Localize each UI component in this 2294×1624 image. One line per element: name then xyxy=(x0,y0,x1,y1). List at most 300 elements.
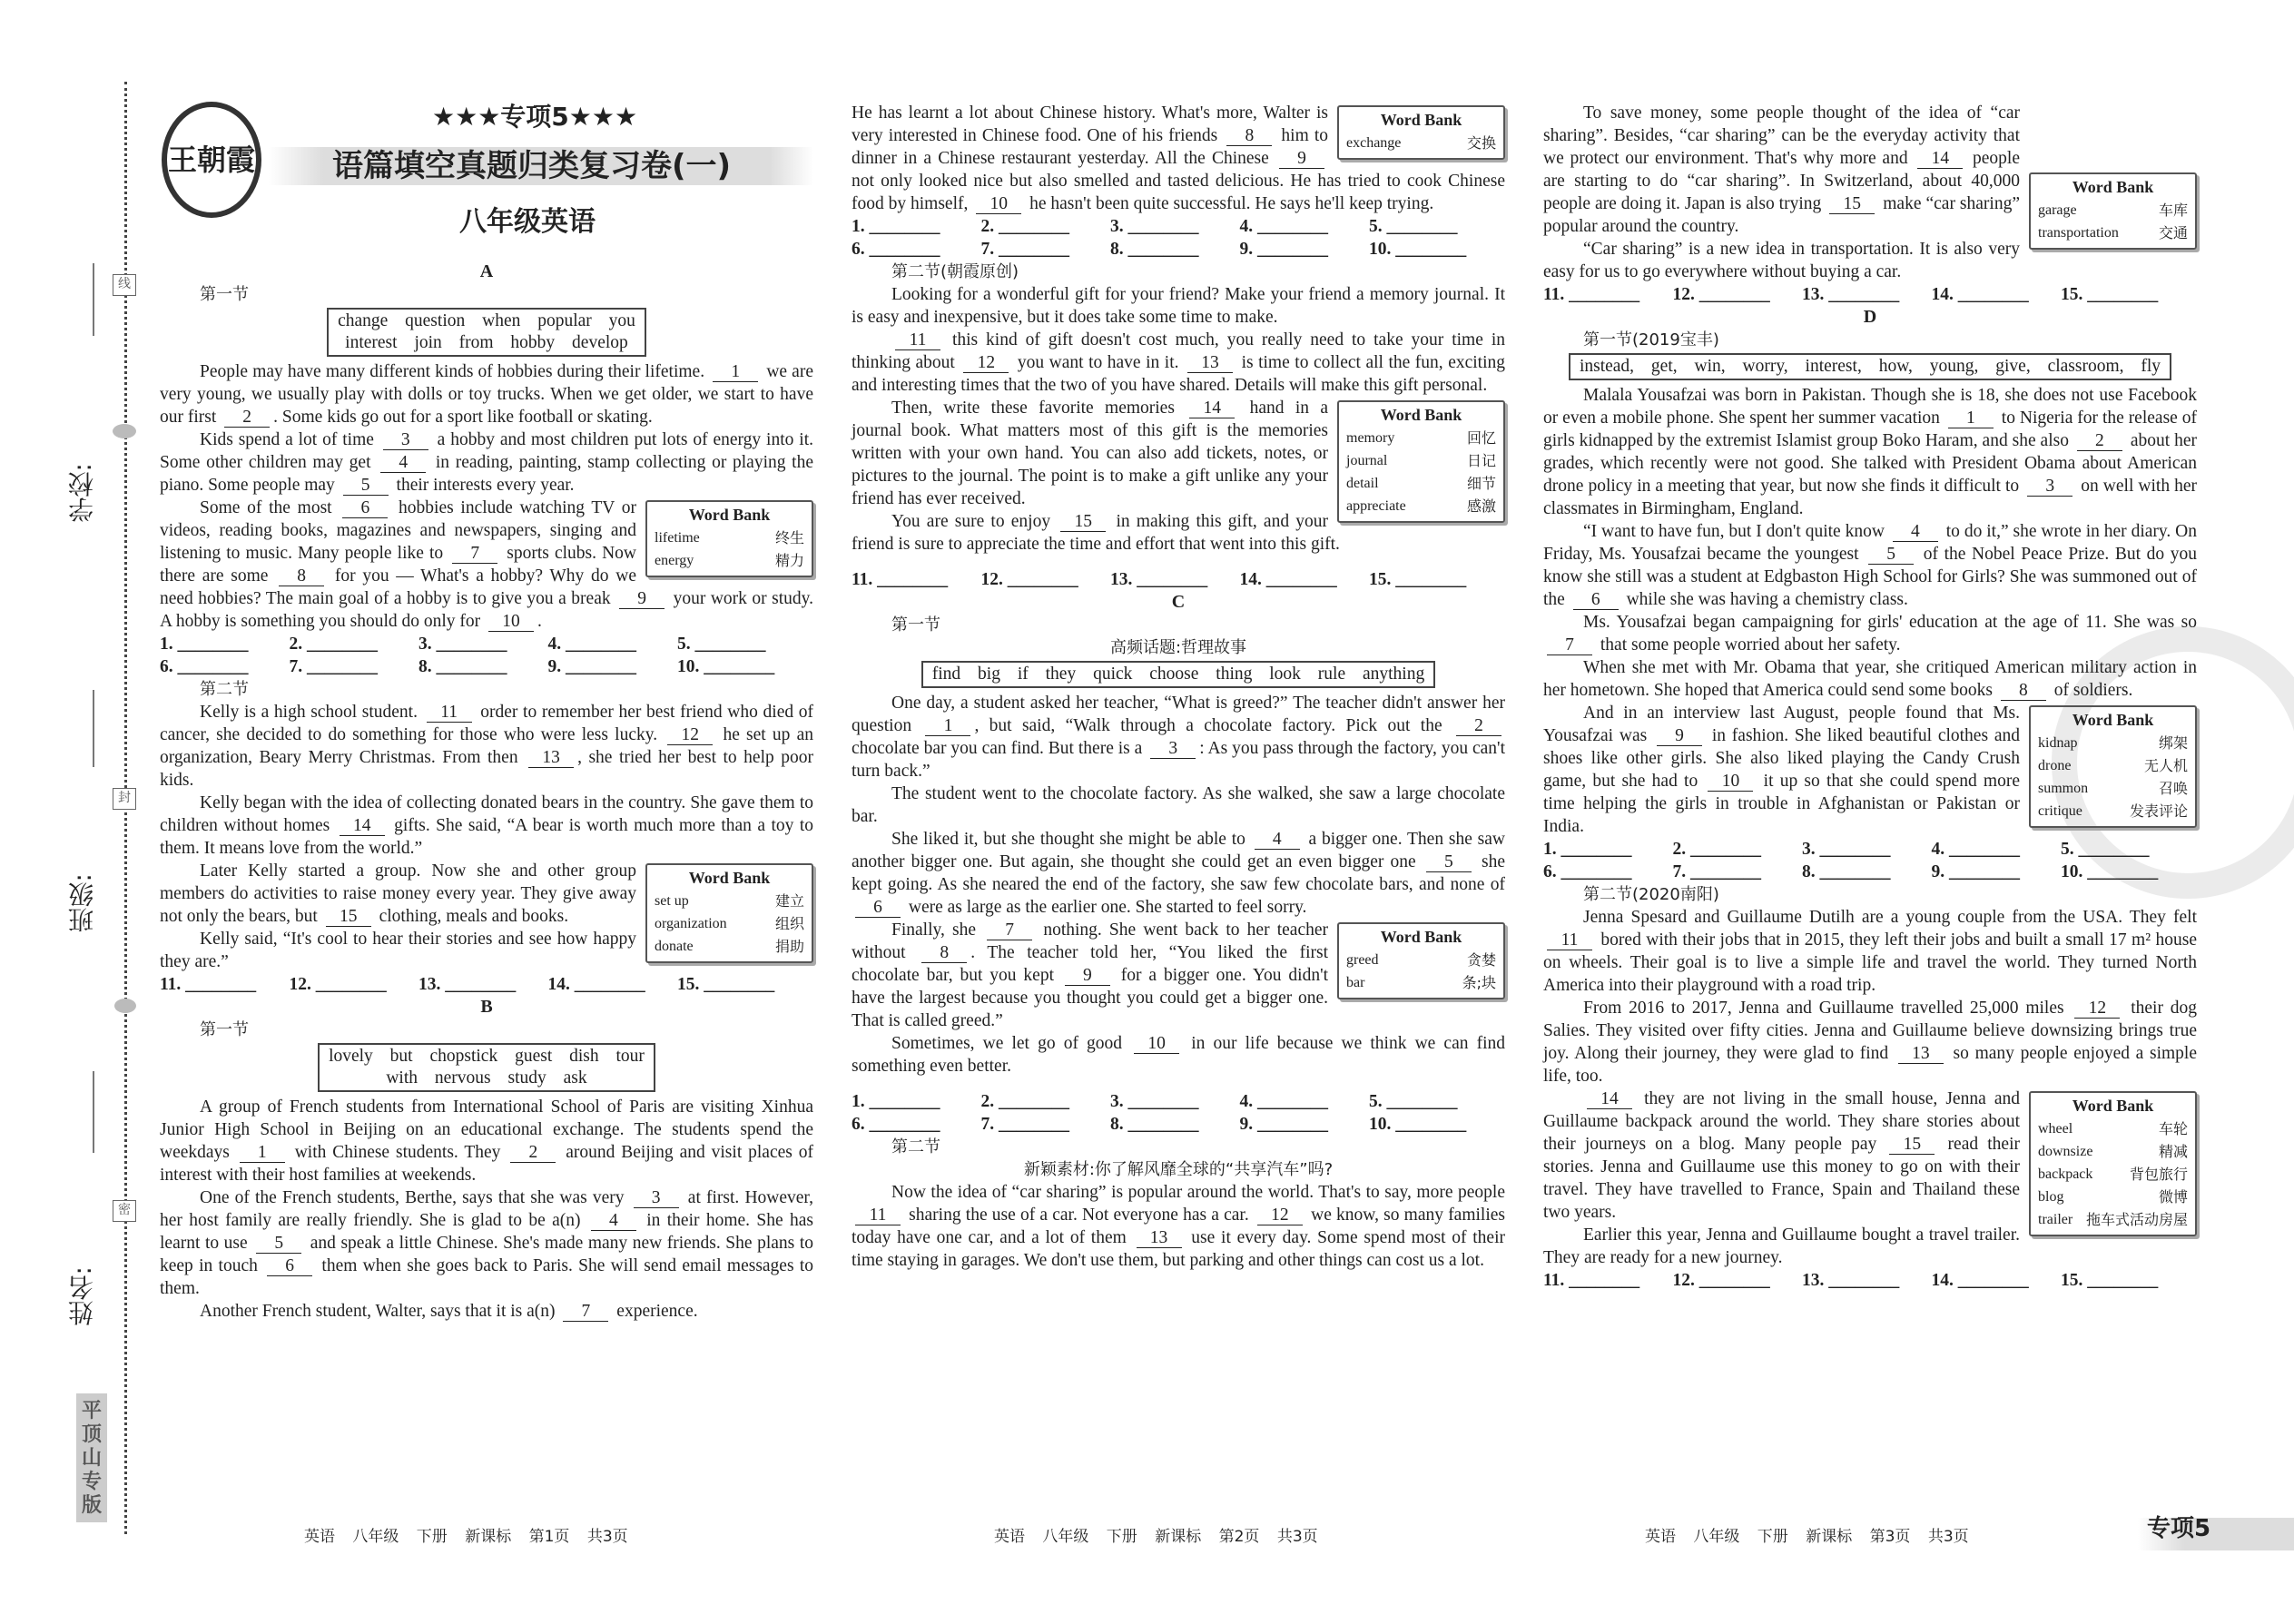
passage-paragraph: A group of French students from International School of Paris are visiting Xinhua Junior High School in Beijing on an educational exchange. The students spend the weekdays 1 with Chinese students. They 2 around Beijing and visit places of interest with their host families at weekends. xyxy=(160,1097,814,1185)
section-letter: A xyxy=(479,261,494,281)
answer-blank-6[interactable]: 6 xyxy=(855,899,901,918)
word-bank-word: donate xyxy=(655,939,694,954)
class-field[interactable] xyxy=(93,690,94,767)
passage-paragraph: People may have many different kinds of hobbies during their lifetime. 1 we are very young, we usually play with dolls or toy trucks. When we get older, we start to have our first 2 . Some kids go out for a sport like football or skating. xyxy=(160,362,813,427)
answer-blank-9[interactable]: 9 xyxy=(619,590,665,609)
answer-row xyxy=(1543,861,2197,883)
answer-sheet xyxy=(1543,838,2197,883)
answer-slot-1[interactable]: 1. ________ xyxy=(1543,840,1632,859)
answer-slot-11[interactable]: 11. ________ xyxy=(160,975,257,994)
word-bank-word: downsize xyxy=(2038,1144,2093,1159)
scissors-icon xyxy=(114,999,136,1013)
answer-row xyxy=(852,1113,1505,1136)
word-bank-entry xyxy=(1346,495,1496,517)
answer-slot-2[interactable]: 2. ________ xyxy=(980,1092,1069,1111)
answer-slot-6[interactable]: 6. ________ xyxy=(160,657,249,676)
answer-slot-9[interactable]: 9. ________ xyxy=(547,657,636,676)
subsection-label: 第二节 xyxy=(891,1137,940,1156)
answer-sheet xyxy=(160,973,813,996)
answer-blank-2[interactable]: 2 xyxy=(224,408,270,428)
answer-slot-13[interactable]: 13. ________ xyxy=(1802,1271,1900,1290)
answer-slot-10[interactable]: 10. ________ xyxy=(2061,862,2159,881)
answer-row xyxy=(852,1090,1505,1113)
word-bank xyxy=(2029,1091,2197,1236)
answer-slot-12[interactable]: 12. ________ xyxy=(1672,1271,1770,1290)
word-bank xyxy=(1337,922,1505,999)
class-label: 班级: xyxy=(67,873,97,933)
answer-slot-4[interactable]: 4. ________ xyxy=(1239,217,1328,236)
grade-subtitle: 八年级英语 xyxy=(459,206,596,238)
answer-slot-8[interactable]: 8. ________ xyxy=(1110,1115,1199,1134)
word-bank-entry xyxy=(655,890,804,912)
answer-slot-14[interactable]: 14. ________ xyxy=(1239,570,1337,589)
answer-blank-8[interactable]: 8 xyxy=(1226,127,1272,146)
footer-page-1: 英语 八年级 下册 新课标 第1页 共3页 xyxy=(304,1528,628,1546)
answer-blank-10[interactable]: 10 xyxy=(488,613,534,632)
word-bank-word: garage xyxy=(2038,202,2077,218)
section-letter: D xyxy=(1863,307,1877,327)
answer-blank-12[interactable]: 12 xyxy=(2074,999,2120,1019)
subsection-label: 第一节(2019宝丰) xyxy=(1583,330,1719,349)
answer-blank-6[interactable]: 6 xyxy=(267,1257,312,1276)
passage-paragraph: Kelly began with the idea of collecting donated bears in the country. She gave them to children without homes 14 gifts. She said, “A bear is worth much more than a toy to them. It means love from the world.” xyxy=(160,793,814,858)
answer-slot-8[interactable]: 8. ________ xyxy=(1802,862,1891,881)
cut-mark-mi: 密 xyxy=(113,1200,136,1222)
answer-row xyxy=(852,215,1505,238)
word-bank-meaning: 背包旅行 xyxy=(2129,1166,2188,1183)
answer-blank-4[interactable]: 4 xyxy=(380,454,426,473)
answer-slot-4[interactable]: 4. ________ xyxy=(547,635,636,654)
answer-blank-3[interactable]: 3 xyxy=(634,1189,679,1208)
answer-row xyxy=(1543,1269,2197,1292)
answer-slot-4[interactable]: 4. ________ xyxy=(1239,1092,1328,1111)
word-bank-title: Word Bank xyxy=(688,869,771,887)
column-3 xyxy=(1543,102,2197,1292)
word-bank-word: backpack xyxy=(2038,1166,2093,1182)
subsection-label: 第一节 xyxy=(891,615,940,635)
answer-slot-11[interactable]: 11. ________ xyxy=(1543,285,1640,304)
answer-row xyxy=(160,655,813,678)
answer-slot-6[interactable]: 6. ________ xyxy=(852,1115,940,1134)
answer-blank-8[interactable]: 8 xyxy=(2001,682,2046,701)
word-choice-line: lovely but chopstick guest dish tour xyxy=(329,1047,645,1066)
answer-slot-2[interactable]: 2. ________ xyxy=(289,635,378,654)
answer-blank-11[interactable]: 11 xyxy=(427,704,472,723)
answer-blank-10[interactable]: 10 xyxy=(1134,1035,1179,1054)
answer-blank-2[interactable]: 2 xyxy=(1456,717,1501,736)
passage-paragraph: When she met with Mr. Obama that year, she critiqued American military action in her hometown. She hoped that America could send some books 8 of soldiers. xyxy=(1543,658,2197,700)
answer-sheet xyxy=(852,568,1505,591)
answer-slot-15[interactable]: 15. ________ xyxy=(1369,570,1467,589)
subsection-label: 第二节 xyxy=(200,680,249,699)
answer-blank-3[interactable]: 3 xyxy=(383,431,428,450)
passage-paragraph: You are sure to enjoy 15 in making this gift, and your friend is sure to appreciate the time and effort that went into this gift. xyxy=(852,512,1340,554)
school-field[interactable] xyxy=(93,263,94,336)
answer-blank-6[interactable]: 6 xyxy=(1573,591,1619,610)
word-choice-box xyxy=(1569,353,2171,380)
word-bank-entry xyxy=(1346,132,1496,154)
answer-slot-14[interactable]: 14. ________ xyxy=(547,975,645,994)
answer-slot-10[interactable]: 10. ________ xyxy=(1369,240,1467,259)
answer-slot-14[interactable]: 14. ________ xyxy=(1931,1271,2029,1290)
answer-row xyxy=(160,973,813,996)
word-bank-entry xyxy=(1346,949,1496,971)
passage-paragraph: From 2016 to 2017, Jenna and Guillaume travelled 25,000 miles 12 their dog Salies. They visited over fifty cities. Jenna and Guillaume believe downsizing brings true joy. Along their journey, they were glad to find 13 so many people enjoyed a simple life, too. xyxy=(1543,999,2198,1086)
word-bank-title: Word Bank xyxy=(1380,406,1462,424)
word-bank xyxy=(645,863,813,963)
cut-mark-feng: 封 xyxy=(113,788,136,810)
subsection-label: 第一节 xyxy=(200,1020,249,1039)
answer-slot-2[interactable]: 2. ________ xyxy=(980,217,1069,236)
scissors-icon xyxy=(113,424,136,438)
brand-logo: 王朝霞 xyxy=(162,102,261,218)
word-bank-title: Word Bank xyxy=(2072,178,2154,196)
answer-blank-8[interactable]: 8 xyxy=(921,944,967,963)
word-choice-box xyxy=(921,661,1435,688)
passage-paragraph: Sometimes, we let go of good 10 in our life because we think we can find something even better. xyxy=(852,1034,1505,1076)
answer-blank-3[interactable]: 3 xyxy=(1150,740,1196,759)
answer-blank-4[interactable]: 4 xyxy=(1893,523,1938,542)
answer-slot-6[interactable]: 6. ________ xyxy=(1543,862,1632,881)
column-2 xyxy=(852,102,1505,1272)
answer-slot-13[interactable]: 13. ________ xyxy=(418,975,517,994)
word-bank-meaning: 捐助 xyxy=(774,938,804,955)
word-bank xyxy=(2029,705,2197,828)
word-choice-line: instead, get, win, worry, interest, how, young, give, classroom, fly xyxy=(1579,357,2161,376)
answer-blank-14[interactable]: 14 xyxy=(340,817,385,836)
word-bank-meaning: 召唤 xyxy=(2158,780,2188,797)
answer-slot-14[interactable]: 14. ________ xyxy=(1931,285,2029,304)
answer-blank-7[interactable]: 7 xyxy=(987,921,1032,940)
passage-paragraph: One day, a student asked her teacher, “What is greed?” The teacher didn't answer her question 1 , but said, “Walk through a chocolate factory. Pick out the 2 chocolate bar you can find. But there is a 3 : As you pass through the factory, you can't turn back.” xyxy=(852,694,1505,781)
word-bank-word: wheel xyxy=(2038,1121,2073,1137)
answer-blank-2[interactable]: 2 xyxy=(2077,432,2122,451)
word-bank-word: blog xyxy=(2038,1189,2064,1205)
word-bank-word: memory xyxy=(1346,430,1395,446)
answer-slot-2[interactable]: 2. ________ xyxy=(1672,840,1761,859)
word-bank-entry xyxy=(655,912,804,935)
column-content xyxy=(1543,102,2197,1292)
word-bank-entry xyxy=(2038,1163,2188,1186)
answer-blank-5[interactable]: 5 xyxy=(343,477,389,496)
answer-slot-12[interactable]: 12. ________ xyxy=(980,570,1078,589)
answer-slot-1[interactable]: 1. ________ xyxy=(852,217,940,236)
subsection-label: 第一节 xyxy=(200,285,249,304)
answer-sheet xyxy=(852,215,1505,261)
word-bank-meaning: 建立 xyxy=(774,892,804,910)
answer-blank-12[interactable]: 12 xyxy=(667,726,713,745)
word-bank-entry xyxy=(655,935,804,958)
word-bank-word: detail xyxy=(1346,476,1379,491)
passage-paragraph: Jenna Spesard and Guillaume Dutilh are a young couple from the USA. They felt 11 bored with their jobs that in 2015, they left their jobs and built a small 17 m² house on wheels. Their goal is to live a simple life and travel the world. They turned North America into their playground with a road trip. xyxy=(1543,908,2197,995)
series-label: ★★★专项5★★★ xyxy=(432,102,638,132)
word-bank-word: summon xyxy=(2038,781,2089,796)
word-bank-title: Word Bank xyxy=(1380,928,1462,946)
word-bank xyxy=(2029,172,2197,250)
answer-blank-1[interactable]: 1 xyxy=(1948,409,1994,428)
edition-label: 平顶山专版 xyxy=(76,1393,107,1522)
answer-row xyxy=(160,633,813,655)
word-bank-title: Word Bank xyxy=(2072,711,2154,729)
word-bank-entry xyxy=(655,527,804,549)
passage-paragraph: Now the idea of “car sharing” is popular around the world. That's to say, more people 11 sharing the use of a car. Not everyone has a car. 12 we know, so many families today have one car, and a lot of them 13 use it every day. Some spend most of their time staying in garages. We don't use them, but parking and other things can cost us a lot. xyxy=(852,1183,1506,1270)
passage-paragraph: Finally, she 7 nothing. She went back to her teacher without 8 . The teacher told her, “You liked the first chocolate bar, but you kept 9 for a bigger one. You didn't have the largest because you thought you could get a bigger one. That is called greed.” xyxy=(852,920,1329,1030)
word-bank-meaning: 条;块 xyxy=(1462,974,1496,991)
word-bank-entry xyxy=(1346,472,1496,495)
word-bank-word: trailer xyxy=(2038,1212,2073,1227)
answer-sheet xyxy=(160,633,813,678)
answer-blank-11[interactable]: 11 xyxy=(855,1206,901,1225)
word-bank-entry xyxy=(2038,1117,2188,1140)
answer-blank-7[interactable]: 7 xyxy=(1547,636,1592,655)
passage-paragraph: One of the French students, Berthe, says that she was very 3 at first. However, her host family are really friendly. She is glad to be a(n) 4 in their home. She has learnt to use 5 and speak a little Chinese. She's made many new friends. She plans to keep in touch 6 them when she goes back to Paris. She will send email messages to them. xyxy=(160,1188,814,1298)
passage-paragraph: 14 they are not living in the small house, Jenna and Guillaume backpack around the world. They share stories about their journeys on a blog. Many people pay 15 read their stories. Jenna and Guillaume use this money to go on with their travel. They have travelled to France, Spain and Thailand these two years. xyxy=(1543,1089,2020,1222)
topic-label: 新颖素材:你了解风靡全球的“共享汽车”吗? xyxy=(1023,1160,1334,1179)
answer-blank-9[interactable]: 9 xyxy=(1279,150,1324,169)
passage-paragraph: “I want to have fun, but I don't quite know 4 to do it,” she wrote in her diary. On Friday, Ms. Yousafzai became the youngest 5 of the Nobel Peace Prize. But do you know she still was a student at Edgbaston High School for Girls? She was summoned out of the 6 while she was having a chemistry class. xyxy=(1543,522,2198,609)
answer-blank-3[interactable]: 3 xyxy=(2027,477,2072,497)
answer-slot-6[interactable]: 6. ________ xyxy=(852,240,940,259)
word-bank-meaning: 拖车式活动房屋 xyxy=(2085,1211,2188,1228)
word-bank-meaning: 车库 xyxy=(2158,202,2188,219)
answer-blank-15[interactable]: 15 xyxy=(1060,513,1106,532)
answer-slot-9[interactable]: 9. ________ xyxy=(1931,862,2020,881)
word-bank-meaning: 绑架 xyxy=(2158,734,2188,752)
answer-slot-1[interactable]: 1. ________ xyxy=(160,635,249,654)
passage-paragraph: The student went to the chocolate factory. As she walked, she saw a large chocolate bar. xyxy=(852,784,1505,826)
passage-paragraph: He has learnt a lot about Chinese history. What's more, Walter is very interested in Chinese food. One of his friends 8 him to dinner in a Chinese restaurant yesterday. All the Chinese 9 not only looked nice but also smelled and tasted delicious. He has tried to cook Chinese food by himself, 10 he hasn't been quite successful. He says he'll keep trying. xyxy=(852,103,1505,213)
passage-paragraph: Then, write these favorite memories 14 hand in a journal book. What matters most of this gift is the memories written with your own hand. You can also add tickets, notes, or pictures to the journal. The point is to make a gift unlike any your friend has ever received. xyxy=(852,399,1328,508)
answer-sheet xyxy=(1543,283,2197,306)
word-bank-entry xyxy=(2038,754,2188,777)
passage-paragraph: Kids spend a lot of time 3 a hobby and most children put lots of energy into it. Some other children may get 4 in reading, painting, stamp collecting or playing the piano. Some people may 5 their interests every year. xyxy=(160,430,813,495)
word-bank-entry xyxy=(2038,221,2188,244)
name-field[interactable] xyxy=(93,1071,94,1153)
answer-blank-4[interactable]: 4 xyxy=(591,1212,636,1231)
word-bank-meaning: 车轮 xyxy=(2158,1120,2188,1137)
answer-slot-5[interactable]: 5. ________ xyxy=(677,635,766,654)
answer-blank-9[interactable]: 9 xyxy=(1065,967,1110,986)
answer-row xyxy=(1543,838,2197,861)
word-bank-meaning: 交通 xyxy=(2158,224,2188,241)
word-bank-word: energy xyxy=(655,553,694,568)
passage-paragraph: Some of the most 6 hobbies include watching TV or videos, reading books, magazines and newspapers, singing and listening to music. Many people like to 7 sports clubs. Now there are some 8 for you — What's a hobby? Why do we need hobbies? The main goal of a hobby is to give you a break 9 your work or study. A hobby is something you should do only for 10 . xyxy=(160,498,813,631)
word-bank-meaning: 无人机 xyxy=(2143,757,2188,774)
word-bank-entry xyxy=(2038,732,2188,754)
answer-blank-5[interactable]: 5 xyxy=(256,1235,301,1254)
page-header xyxy=(160,102,813,261)
answer-blank-10[interactable]: 10 xyxy=(976,195,1021,214)
answer-sheet xyxy=(1543,1269,2197,1292)
answer-blank-9[interactable]: 9 xyxy=(1657,727,1702,746)
answer-blank-13[interactable]: 13 xyxy=(1187,354,1233,373)
passage-paragraph: Later Kelly started a group. Now she and other group members do activities to raise money every year. They give away not only the bears, but 15 clothing, meals and books. xyxy=(160,861,636,926)
word-bank-word: transportation xyxy=(2038,225,2119,241)
passage-paragraph: 11 this kind of gift doesn't cost much, you really need to take your time in thinking about 12 you want to have in it. 13 is time to collect all the fun, exciting and interesting times that the two of you have shared. Details will make this gift personal. xyxy=(852,330,1506,395)
answer-blank-7[interactable]: 7 xyxy=(452,545,497,564)
answer-slot-12[interactable]: 12. ________ xyxy=(1672,285,1770,304)
answer-blank-13[interactable]: 13 xyxy=(528,749,574,768)
word-bank-meaning: 组织 xyxy=(774,915,804,932)
answer-blank-15[interactable]: 15 xyxy=(1889,1136,1935,1155)
word-bank-word: journal xyxy=(1346,453,1388,468)
answer-slot-4[interactable]: 4. ________ xyxy=(1931,840,2020,859)
answer-blank-12[interactable]: 12 xyxy=(963,354,1009,373)
word-choice-line: with nervous study ask xyxy=(386,1068,587,1088)
answer-slot-3[interactable]: 3. ________ xyxy=(1110,1092,1199,1111)
word-bank-entry xyxy=(1346,427,1496,449)
word-bank-entry xyxy=(2038,777,2188,800)
word-bank-entry xyxy=(2038,800,2188,822)
answer-blank-1[interactable]: 1 xyxy=(925,717,970,736)
page-title: 语篇填空真题归类复习卷(一) xyxy=(269,147,813,185)
column-1 xyxy=(160,102,813,1323)
answer-row xyxy=(1543,283,2197,306)
answer-row xyxy=(852,238,1505,261)
answer-slot-3[interactable]: 3. ________ xyxy=(1802,840,1891,859)
column-content xyxy=(852,102,1505,1272)
passage-paragraph: Another French student, Walter, says that it is a(n) 7 experience. xyxy=(200,1302,698,1321)
answer-blank-15[interactable]: 15 xyxy=(1829,195,1875,214)
word-choice-line: change question when popular you xyxy=(338,311,635,330)
passage-paragraph: Kelly is a high school student. 11 order to remember her best friend who died of cancer, she decided to do something for those who were less lucky. 12 he set up an organization, Beary Merry Christmas. From then 13 , she tried her best to help poor kids. xyxy=(160,703,813,790)
word-choice-line: interest join from hobby develop xyxy=(345,333,628,352)
answer-blank-5[interactable]: 5 xyxy=(1868,546,1914,565)
answer-blank-8[interactable]: 8 xyxy=(279,567,324,586)
answer-blank-4[interactable]: 4 xyxy=(1255,831,1300,850)
answer-slot-1[interactable]: 1. ________ xyxy=(852,1092,940,1111)
answer-slot-3[interactable]: 3. ________ xyxy=(418,635,507,654)
answer-blank-14[interactable]: 14 xyxy=(1189,399,1235,418)
passage-paragraph: Ms. Yousafzai began campaigning for girls' education at the age of 11. She was so 7 that some people worried about her safety. xyxy=(1543,611,2197,656)
answer-slot-12[interactable]: 12. ________ xyxy=(289,975,387,994)
footer-page-2: 英语 八年级 下册 新课标 第2页 共3页 xyxy=(994,1528,1318,1546)
answer-slot-11[interactable]: 11. ________ xyxy=(852,570,949,589)
word-bank-meaning: 微博 xyxy=(2158,1188,2188,1206)
binding-margin xyxy=(0,0,136,1624)
answer-slot-7[interactable]: 7. ________ xyxy=(980,1115,1069,1134)
answer-slot-15[interactable]: 15. ________ xyxy=(2061,1271,2159,1290)
section-badge: 专项5 xyxy=(2138,1518,2294,1550)
word-bank-meaning: 细节 xyxy=(1466,475,1496,492)
answer-slot-9[interactable]: 9. ________ xyxy=(1239,1115,1328,1134)
passage-paragraph: Kelly said, “It's cool to hear their stories and see how happy they are.” xyxy=(160,930,636,971)
word-choice-box xyxy=(327,308,646,357)
answer-blank-1[interactable]: 1 xyxy=(713,363,758,382)
school-label: 学校: xyxy=(67,463,97,523)
answer-slot-15[interactable]: 15. ________ xyxy=(2061,285,2159,304)
word-bank-entry xyxy=(2038,1140,2188,1163)
answer-slot-8[interactable]: 8. ________ xyxy=(418,657,507,676)
word-bank-meaning: 感激 xyxy=(1466,497,1496,515)
passage-paragraph: She liked it, but she thought she might be able to 4 a bigger one. Then she saw another bigger one. But again, she thought she could get an even bigger one 5 she kept going. As she neared the end of the factory, she saw few chocolate bars, and none of 6 were as large as the earlier one. She started to feel sorry. xyxy=(852,830,1506,917)
answer-blank-7[interactable]: 7 xyxy=(563,1303,608,1322)
answer-blank-14[interactable]: 14 xyxy=(1587,1090,1632,1109)
word-bank-word: lifetime xyxy=(655,530,700,546)
column-content xyxy=(160,261,813,1323)
name-label: 姓名: xyxy=(67,1266,97,1326)
word-bank-word: greed xyxy=(1346,952,1379,968)
subsection-label: 第二节(2020南阳) xyxy=(1583,885,1719,904)
word-bank-word: kidnap xyxy=(2038,735,2078,751)
word-bank xyxy=(645,500,813,577)
footer-page-3: 英语 八年级 下册 新课标 第3页 共3页 xyxy=(1645,1528,1969,1546)
answer-slot-10[interactable]: 10. ________ xyxy=(1369,1115,1467,1134)
answer-slot-13[interactable]: 13. ________ xyxy=(1110,570,1208,589)
answer-slot-3[interactable]: 3. ________ xyxy=(1110,217,1199,236)
answer-slot-13[interactable]: 13. ________ xyxy=(1802,285,1900,304)
passage-paragraph: To save money, some people thought of the idea of “car sharing”. Besides, “car sharing” can be the everyday activity that we protect our environment. That's why more and 14 people are starting to do “car sharing”. In Switzerland, about 40,000 people are doing it. Japan is also trying 15 make “car sharing” popular around the country. xyxy=(1543,103,2021,236)
word-bank-word: organization xyxy=(655,916,727,931)
word-bank-word: critique xyxy=(2038,803,2082,819)
answer-slot-9[interactable]: 9. ________ xyxy=(1239,240,1328,259)
word-bank-title: Word Bank xyxy=(688,506,771,524)
answer-blank-12[interactable]: 12 xyxy=(1257,1206,1303,1225)
word-bank-meaning: 精减 xyxy=(2158,1143,2188,1160)
passage-paragraph: Looking for a wonderful gift for your friend? Make your friend a memory journal. It is easy and inexpensive, but it does take some time to make. xyxy=(852,285,1505,327)
word-choice-box xyxy=(318,1043,655,1092)
answer-blank-15[interactable]: 15 xyxy=(326,908,371,927)
word-bank-title: Word Bank xyxy=(2072,1097,2154,1115)
answer-blank-14[interactable]: 14 xyxy=(1917,150,1963,169)
passage-paragraph: Earlier this year, Jenna and Guillaume bought a travel trailer. They are ready for a new journey. xyxy=(1543,1225,2020,1267)
word-bank-entry xyxy=(2038,1208,2188,1231)
answer-blank-2[interactable]: 2 xyxy=(510,1144,556,1163)
word-bank-meaning: 日记 xyxy=(1466,452,1496,469)
answer-blank-5[interactable]: 5 xyxy=(1426,853,1472,872)
word-bank-word: set up xyxy=(655,893,689,909)
word-bank-meaning: 精力 xyxy=(774,552,804,569)
word-bank-meaning: 回忆 xyxy=(1466,429,1496,447)
answer-blank-13[interactable]: 13 xyxy=(1898,1045,1944,1064)
word-bank xyxy=(1337,105,1505,160)
word-bank-meaning: 发表评论 xyxy=(2129,802,2188,820)
word-bank-entry xyxy=(1346,971,1496,994)
answer-slot-15[interactable]: 15. ________ xyxy=(677,975,775,994)
answer-blank-6[interactable]: 6 xyxy=(342,499,388,518)
word-bank-entry xyxy=(2038,199,2188,221)
section-letter: B xyxy=(480,997,493,1017)
answer-slot-5[interactable]: 5. ________ xyxy=(2061,840,2150,859)
answer-slot-5[interactable]: 5. ________ xyxy=(1369,217,1458,236)
passage-paragraph: Malala Yousafzai was born in Pakistan. Though she is 18, she does not use Facebook or even a mobile phone. She spent her summer vacation 1 to Nigeria for the release of girls kidnapped by the extremist Islamist group Boko Haram, and she also 2 about her grades, which recently were not good. She talked with President Obama about American drone policy in a meeting that year, but now she finds it difficult to 3 on well with her classmates in Birmingham, England. xyxy=(1543,386,2198,518)
answer-slot-7[interactable]: 7. ________ xyxy=(1672,862,1761,881)
answer-blank-13[interactable]: 13 xyxy=(1137,1229,1182,1248)
word-bank-entry xyxy=(1346,449,1496,472)
answer-blank-10[interactable]: 10 xyxy=(1708,773,1753,792)
word-bank-word: drone xyxy=(2038,758,2072,773)
answer-slot-5[interactable]: 5. ________ xyxy=(1369,1092,1458,1111)
answer-slot-10[interactable]: 10. ________ xyxy=(677,657,775,676)
word-bank xyxy=(1337,400,1505,523)
topic-label: 高频话题:哲理故事 xyxy=(1109,638,1247,657)
word-bank-entry xyxy=(2038,1186,2188,1208)
word-bank-word: exchange xyxy=(1346,135,1402,151)
answer-blank-11[interactable]: 11 xyxy=(1547,931,1592,950)
word-bank-entry xyxy=(655,549,804,572)
passage-paragraph: And in an interview last August, people found that Ms. Yousafzai was 9 in fashion. She liked beautiful clothes and shoes like other girls. She also liked playing the Candy Crush game, but she had to 10 it up so that she could spend more time helping the girls in trouble in Afghanistan or Pakistan or India. xyxy=(1543,704,2021,836)
answer-blank-1[interactable]: 1 xyxy=(240,1144,285,1163)
answer-slot-7[interactable]: 7. ________ xyxy=(289,657,378,676)
answer-slot-11[interactable]: 11. ________ xyxy=(1543,1271,1640,1290)
cut-mark-xian: 线 xyxy=(113,274,136,296)
word-bank-title: Word Bank xyxy=(1380,111,1462,129)
subsection-label: 第二节(朝霞原创) xyxy=(891,262,1019,281)
answer-slot-7[interactable]: 7. ________ xyxy=(980,240,1069,259)
answer-blank-11[interactable]: 11 xyxy=(895,331,940,350)
section-letter: C xyxy=(1171,592,1186,612)
answer-slot-8[interactable]: 8. ________ xyxy=(1110,240,1199,259)
